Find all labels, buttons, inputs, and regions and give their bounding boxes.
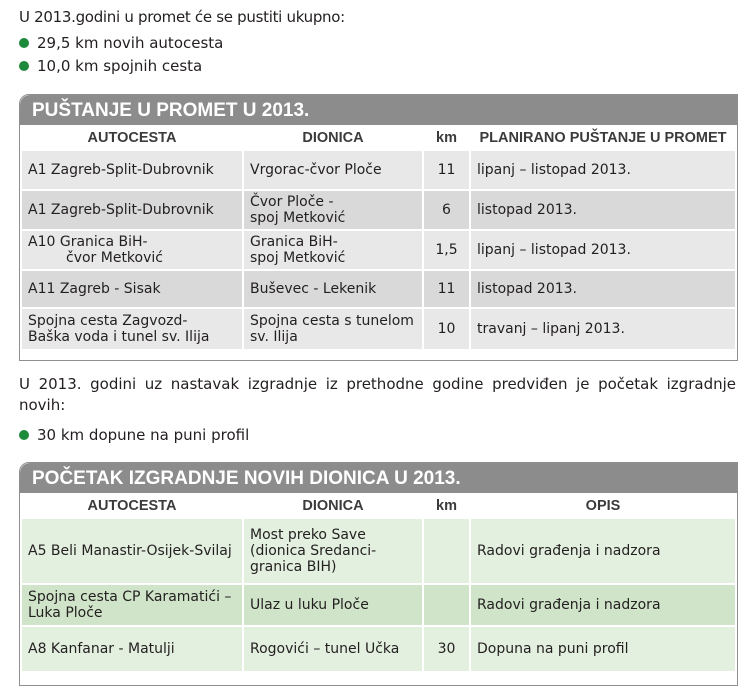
cell-line: granica BIH) [250, 559, 337, 575]
column-header-km: km [436, 130, 457, 146]
cell-line: Spojna cesta CP Karamatići – [28, 589, 232, 605]
cell-line: (dionica Sredanci- [250, 543, 377, 559]
list-item [19, 31, 223, 54]
list-item [19, 423, 249, 446]
cell-opis: Dopuna na puni profil [471, 627, 735, 671]
bullet-dot-icon [19, 430, 29, 440]
cell-plan: listopad 2013. [471, 191, 735, 229]
table-row [22, 191, 735, 229]
cell-line: Baška voda i tunel sv. Ilija [28, 329, 210, 345]
table-title: PUŠTANJE U PROMET U 2013. [20, 95, 737, 125]
cell-autocesta [22, 231, 242, 269]
cell-dionica [244, 191, 422, 229]
cell-line: Spojna cesta Zagvozd- [28, 313, 188, 329]
cell-km: 11 [424, 151, 469, 189]
bullet-text: 29,5 km novih autocesta [37, 33, 224, 52]
cell-opis: Radovi građenja i nadzora [471, 585, 735, 625]
cell-line: spoj Metković [250, 250, 346, 266]
cell-line: spoj Metković [250, 210, 346, 226]
column-header-autocesta: AUTOCESTA [87, 498, 177, 514]
cell-line: Most preko Save [250, 527, 366, 543]
table-row [22, 585, 735, 625]
table-row [22, 309, 735, 349]
cell-autocesta: A8 Kanfanar - Matulji [22, 627, 242, 671]
table-header-row [22, 495, 735, 517]
cell-dionica [244, 231, 422, 269]
cell-plan: lipanj – listopad 2013. [471, 231, 735, 269]
cell-autocesta: A1 Zagreb-Split-Dubrovnik [22, 151, 242, 189]
cell-line: Spojna cesta s tunelom [250, 313, 414, 329]
table-row [22, 271, 735, 307]
para-bullet-list [19, 423, 249, 446]
column-header-plan: PLANIRANO PUŠTANJE U PROMET [479, 130, 727, 146]
release-table-panel [19, 94, 738, 361]
construction-table [20, 493, 737, 673]
cell-dionica: Vrgorac-čvor Ploče [244, 151, 422, 189]
cell-km [424, 519, 469, 583]
cell-opis: Radovi građenja i nadzora [471, 519, 735, 583]
table-row [22, 231, 735, 269]
table-row [22, 627, 735, 671]
column-header-dionica: DIONICA [302, 130, 364, 146]
column-header-opis: OPIS [585, 498, 621, 514]
cell-line: Čvor Ploče - [250, 194, 334, 210]
cell-plan: travanj – lipanj 2013. [471, 309, 735, 349]
body-paragraph: U 2013. godini uz nastavak izgradnje iz prethodne godine predviđen je početak izgradnje novih: [19, 375, 736, 414]
bullet-text: 10,0 km spojnih cesta [37, 56, 203, 75]
table-header-row [22, 127, 735, 149]
cell-autocesta: A11 Zagreb - Sisak [22, 271, 242, 307]
cell-dionica: Ulaz u luku Ploče [244, 585, 422, 625]
intro-text: U 2013.godini u promet će se pustiti ukupno: [19, 8, 345, 26]
cell-dionica [244, 519, 422, 583]
cell-line: Granica BiH- [250, 234, 338, 250]
intro-bullet-list [19, 31, 223, 77]
cell-plan: listopad 2013. [471, 271, 735, 307]
column-header-autocesta: AUTOCESTA [87, 130, 177, 146]
cell-km [424, 585, 469, 625]
cell-autocesta [22, 309, 242, 349]
construction-table-panel [19, 462, 738, 686]
cell-line: A10 Granica BiH- [28, 234, 148, 250]
cell-line: sv. Ilija [250, 329, 298, 345]
cell-dionica [244, 309, 422, 349]
cell-km: 10 [424, 309, 469, 349]
cell-autocesta: A5 Beli Manastir-Osijek-Svilaj [22, 519, 242, 583]
cell-line: Luka Ploče [28, 605, 103, 621]
cell-autocesta: A1 Zagreb-Split-Dubrovnik [22, 191, 242, 229]
cell-dionica: Buševec - Lekenik [244, 271, 422, 307]
column-header-dionica: DIONICA [302, 498, 364, 514]
cell-plan: lipanj – listopad 2013. [471, 151, 735, 189]
cell-autocesta [22, 585, 242, 625]
cell-dionica: Rogovići – tunel Učka [244, 627, 422, 671]
bullet-dot-icon [19, 38, 29, 48]
cell-line: čvor Metković [66, 250, 163, 266]
table-row [22, 519, 735, 583]
list-item [19, 54, 223, 77]
cell-km: 11 [424, 271, 469, 307]
table-row [22, 151, 735, 189]
cell-km: 30 [424, 627, 469, 671]
table-title: POČETAK IZGRADNJE NOVIH DIONICA U 2013. [20, 463, 737, 493]
cell-km: 6 [424, 191, 469, 229]
release-table [20, 125, 737, 351]
bullet-dot-icon [19, 61, 29, 71]
cell-km: 1,5 [424, 231, 469, 269]
column-header-km: km [436, 498, 457, 514]
bullet-text: 30 km dopune na puni profil [37, 425, 250, 444]
